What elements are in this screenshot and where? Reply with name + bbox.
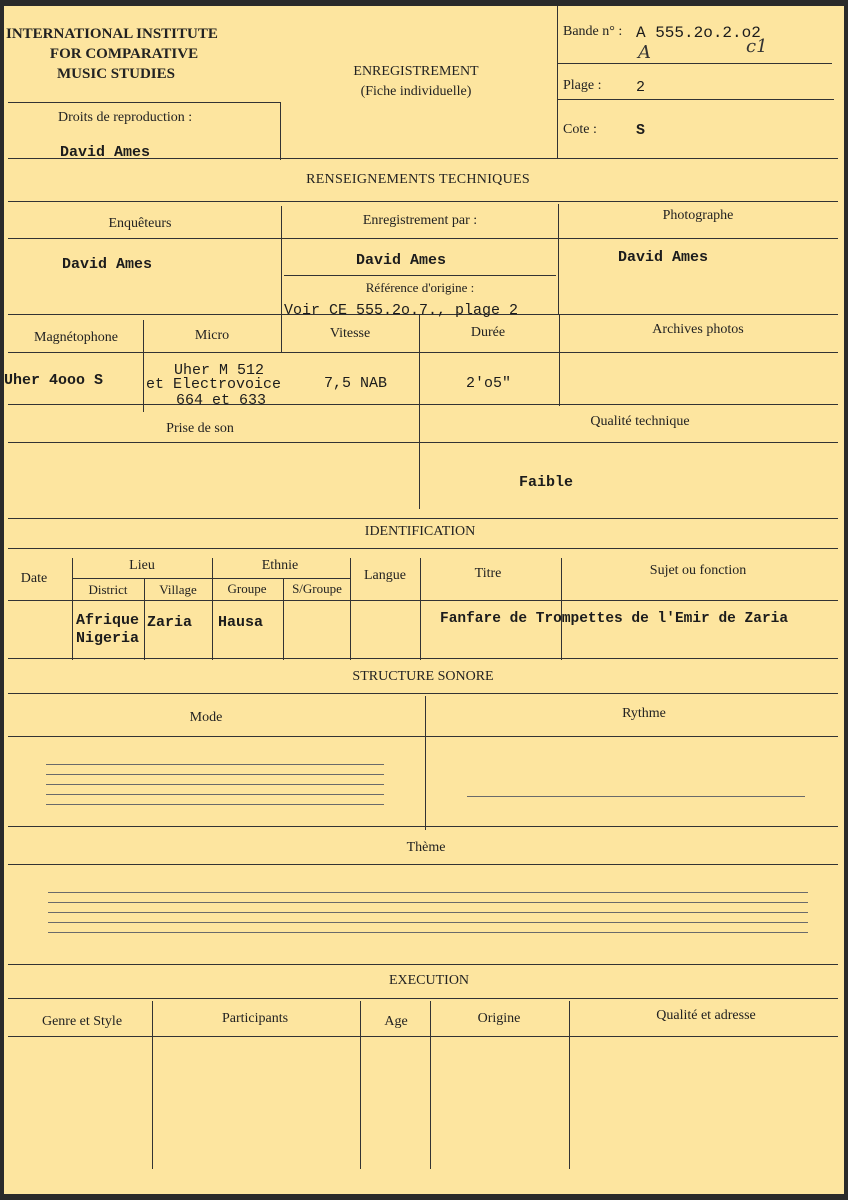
- droits-value: David Ames: [60, 144, 151, 161]
- district-value-2: Nigeria: [76, 630, 140, 647]
- prise-de-son-label: Prise de son: [166, 421, 234, 436]
- divider: [8, 693, 838, 694]
- form-subtitle: (Fiche individuelle): [360, 84, 472, 99]
- divider: [143, 320, 144, 412]
- divider: [8, 442, 838, 443]
- divider: [8, 102, 280, 103]
- plage-value: 2: [636, 79, 646, 96]
- divider: [8, 404, 838, 405]
- langue-label: Langue: [364, 568, 406, 583]
- magnetophone-label: Magnétophone: [34, 330, 118, 345]
- divider: [419, 314, 420, 509]
- vitesse-value: 7,5 NAB: [324, 375, 388, 392]
- divider: [430, 1001, 431, 1169]
- divider: [420, 558, 421, 660]
- mode-write-line: [46, 784, 384, 785]
- groupe-label: Groupe: [227, 581, 267, 596]
- lieu-label: Lieu: [129, 558, 155, 573]
- cote-label: Cote :: [563, 122, 597, 137]
- divider: [8, 998, 838, 999]
- divider: [8, 658, 838, 659]
- sujet-label: Sujet ou fonction: [649, 563, 747, 578]
- divider: [8, 352, 838, 353]
- enregistrement-label: Enregistrement par :: [362, 213, 478, 228]
- micro-value-2: et Electrovoice: [146, 376, 282, 393]
- duree-label: Durée: [470, 325, 506, 340]
- divider: [8, 826, 838, 827]
- micro-value-1: Uher M 512: [174, 362, 265, 379]
- theme-write-line: [48, 892, 808, 893]
- divider: [72, 558, 73, 660]
- divider: [557, 63, 832, 64]
- qualite-adresse-label: Qualité et adresse: [656, 1008, 756, 1023]
- divider: [425, 696, 426, 830]
- divider: [8, 864, 838, 865]
- divider: [8, 600, 838, 601]
- divider: [284, 275, 556, 276]
- cote-value: S: [636, 122, 646, 139]
- divider: [8, 238, 838, 239]
- divider: [360, 1001, 361, 1169]
- rythme-write-line: [467, 796, 805, 797]
- divider: [144, 578, 145, 660]
- vitesse-label: Vitesse: [329, 326, 371, 341]
- bande-value: A 555.2o.2.o2: [636, 24, 761, 42]
- theme-write-line: [48, 912, 808, 913]
- titre-label: Titre: [474, 566, 502, 581]
- mode-write-line: [46, 794, 384, 795]
- archives-label: Archives photos: [652, 322, 744, 337]
- magnetophone-value: Uher 4ooo S: [4, 372, 104, 389]
- divider: [350, 558, 351, 660]
- reference-value: Voir CE 555.2o.7., plage 2: [284, 302, 519, 319]
- mode-write-line: [46, 774, 384, 775]
- district-label: District: [88, 582, 128, 597]
- bande-handwritten-c1: c1: [746, 36, 768, 57]
- reference-label: Référence d'origine :: [365, 280, 475, 295]
- form-title: ENREGISTREMENT: [353, 64, 479, 79]
- theme-label: Thème: [406, 840, 446, 855]
- divider: [561, 558, 562, 660]
- section-title-execution: EXECUTION: [388, 973, 470, 988]
- duree-value: 2'o5": [466, 375, 512, 392]
- photographe-label: Photographe: [662, 208, 734, 223]
- bande-handwritten-a: A: [638, 42, 651, 63]
- divider: [152, 1001, 153, 1169]
- divider: [212, 558, 213, 660]
- divider: [558, 204, 559, 314]
- divider: [8, 518, 838, 519]
- institute-line-3: MUSIC STUDIES: [57, 66, 175, 82]
- theme-write-line: [48, 922, 808, 923]
- section-title-renseignements: RENSEIGNEMENTS TECHNIQUES: [306, 172, 530, 187]
- droits-label: Droits de reproduction :: [58, 110, 193, 125]
- date-label: Date: [20, 571, 48, 586]
- divider: [557, 99, 834, 100]
- ethnie-label: Ethnie: [261, 558, 299, 573]
- divider: [559, 314, 560, 406]
- divider: [8, 1036, 838, 1037]
- section-title-identification: IDENTIFICATION: [364, 524, 476, 539]
- section-title-structure: STRUCTURE SONORE: [352, 669, 494, 684]
- divider: [280, 102, 281, 160]
- mode-write-line: [46, 764, 384, 765]
- divider: [8, 736, 838, 737]
- mode-write-line: [46, 804, 384, 805]
- enqueteurs-value: David Ames: [62, 256, 153, 273]
- district-value-1: Afrique: [76, 612, 140, 629]
- institute-line-1: INTERNATIONAL INSTITUTE: [6, 26, 218, 42]
- divider: [557, 6, 558, 158]
- origine-label: Origine: [477, 1011, 521, 1026]
- village-value: Zaria: [147, 614, 193, 631]
- theme-write-line: [48, 932, 808, 933]
- qualite-technique-value: Faible: [519, 474, 574, 491]
- plage-label: Plage :: [563, 78, 602, 93]
- micro-value-3: 664 et 633: [176, 392, 267, 409]
- divider: [8, 201, 838, 202]
- participants-label: Participants: [221, 1011, 289, 1026]
- groupe-value: Hausa: [218, 614, 264, 631]
- sgroupe-label: S/Groupe: [292, 581, 342, 596]
- record-card: [4, 6, 844, 1194]
- theme-write-line: [48, 902, 808, 903]
- enqueteurs-label: Enquêteurs: [108, 216, 172, 231]
- mode-label: Mode: [189, 710, 223, 725]
- divider: [8, 964, 838, 965]
- titre-value: Fanfare de Trompettes de l'Emir de Zaria: [440, 611, 789, 627]
- divider: [281, 206, 282, 353]
- rythme-label: Rythme: [622, 706, 666, 721]
- bande-label: Bande n° :: [563, 24, 623, 39]
- institute-line-2: FOR COMPARATIVE: [49, 46, 199, 62]
- divider: [569, 1001, 570, 1169]
- enregistrement-value: David Ames: [356, 252, 447, 269]
- divider: [283, 578, 284, 660]
- divider: [72, 578, 350, 579]
- genre-label: Genre et Style: [41, 1014, 123, 1029]
- divider: [8, 548, 838, 549]
- qualite-technique-label: Qualité technique: [590, 414, 690, 429]
- age-label: Age: [384, 1014, 408, 1029]
- photographe-value: David Ames: [618, 249, 709, 266]
- village-label: Village: [159, 582, 197, 597]
- micro-label: Micro: [194, 328, 230, 343]
